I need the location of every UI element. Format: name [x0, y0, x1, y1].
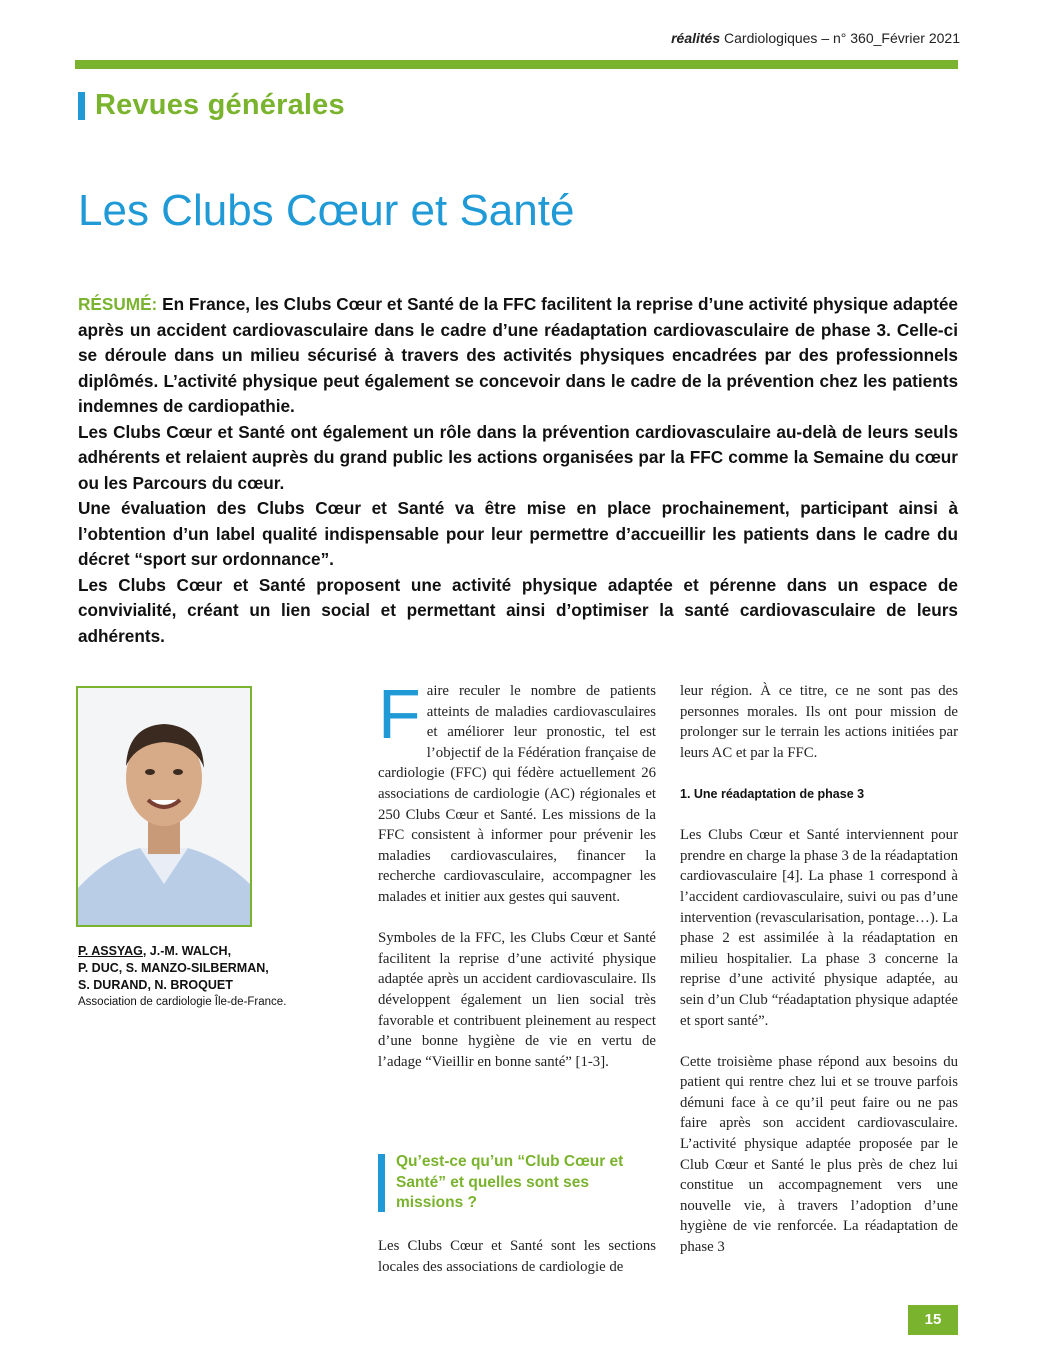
drop-cap: F [378, 675, 421, 753]
article-title: Les Clubs Cœur et Santé [78, 186, 575, 235]
body-paragraph: Cette troisième phase répond aux besoins du patient qui rentre chez lui et se trouve parfois démuni face à ce qu’il peut faire ou ne pas faire après son accident cardiovasculaire. L’activité physique adaptée proposée par le Club Cœur et Santé le plus près de chez lui constitue un accompagnement vers une nouvelle vie, à travers l’adoption d’une hygiène de vie renforcée. La réadaptation de phase 3 [680, 1053, 958, 1256]
body-column-2 [378, 675, 656, 1072]
abstract-paragraph: Une évaluation des Clubs Cœur et Santé va être mise en place prochainement, participant ainsi à l’obtention d’un label qualité indispensable pour leur permettre d’accueillir les patients dans le cadre du décret “sport sur ordonnance”. [78, 498, 958, 569]
journal-brand: réalités [671, 30, 721, 46]
subheading-text: Qu’est-ce qu’un “Club Cœur et Santé” et quelles sont ses missions ? [396, 1153, 624, 1211]
abstract-paragraph: Les Clubs Cœur et Santé ont également un rôle dans la prévention cardiovasculaire au-delà de leurs seuls adhérents et relaient auprès du grand public les actions organisées par la FFC comme la Semaine du cœur ou les Parcours du cœur. [78, 421, 958, 493]
body-paragraph: Les Clubs Cœur et Santé sont les sections locales des associations de cardiologie de [378, 1238, 656, 1275]
running-header [620, 30, 960, 46]
author-photo [76, 686, 252, 927]
body-column-3 [680, 681, 958, 1258]
abstract-text: En France, les Clubs Cœur et Santé de la FFC facilitent la reprise d’une activité physique adaptée après un accident cardiovasculaire dans le cadre d’une réadaptation cardiovasculaire de phase 3. Celle-ci se déroule dans un milieu sécurisé à travers des activités physiques encadrées par des professionnels diplômés. L’activité physique peut également se concevoir dans le cadre de la prévention chez les patients indemnes de cardiopathie. [78, 294, 958, 416]
author-line: S. DURAND, N. BROQUET [78, 978, 233, 992]
body-paragraph: leur région. À ce titre, ce ne sont pas des personnes morales. Ils ont pour mission de prolonger sur le terrain les actions initiées par leurs AC et par la FFC. [680, 683, 958, 761]
issue-info: Cardiologiques – n° 360_Février 2021 [720, 30, 960, 46]
author-affiliation: Association de cardiologie Île-de-France. [78, 996, 287, 1008]
authors-rest: , J.-M. WALCH, [142, 944, 232, 958]
subheading [378, 1152, 656, 1214]
body-column-2-continued [378, 1236, 656, 1277]
authors-block [78, 943, 318, 1011]
header-rule [75, 60, 958, 69]
abstract-paragraph: Les Clubs Cœur et Santé proposent une activité physique adaptée et pérenne dans un espace de convivialité, créant un lien social et permettant ainsi d’optimiser la santé cardiovasculaire de leurs adhérents. [78, 574, 958, 646]
section-marker [78, 92, 85, 120]
body-text: aire reculer le nombre de patients atteints de maladies cardiovasculaires et améliorer leur pronostic, tel est l’objectif de la Fédération française de cardiologie (FFC) qui fédère actuellement 26 associations de cardiologie (AC) régionales et 250 Clubs Cœur et Santé. Les missions de la FFC consistent à informer pour prévenir les maladies cardiovasculaires, financer la recherche cardiovasculaire, accompagner les malades et initier aux gestes qui sauvent. [378, 683, 656, 905]
body-paragraph: Les Clubs Cœur et Santé interviennent pour prendre en charge la phase 3 de la réadaptation cardiovasculaire [4]. La phase 1 correspond à l’accident cardiovasculaire, suivi ou pas d’une intervention (revascularisation, pontage…). La phase 2 est assimilée à la réadaptation en milieu hospitalier. La phase 3 concerne la reprise d’une activité physique adaptée, au sein d’un Club “réadaptation physique adaptée et sport santé”. [680, 827, 958, 1029]
abstract-paragraph [78, 292, 958, 420]
page-number: 15 [908, 1305, 958, 1335]
phase-heading: 1. Une réadaptation de phase 3 [680, 786, 865, 801]
author-line: P. DUC, S. MANZO-SILBERMAN, [78, 961, 269, 975]
subheading-bar [378, 1154, 385, 1212]
body-paragraph [378, 675, 656, 908]
lead-author: P. ASSYAG [78, 944, 143, 958]
abstract-label: RÉSUMÉ: [78, 294, 158, 314]
author-line [78, 943, 318, 960]
section-title: Revues générales [95, 89, 345, 121]
abstract [78, 292, 958, 649]
body-paragraph: Symboles de la FFC, les Clubs Cœur et Santé facilitent la reprise d’une activité physique adaptée après un accident cardiovasculaire. Ils développent également un lien social très favorable et contribuent pleinement au respect d’une bonne hygiène de vie en vertu de l’adage “Vieillir en bonne santé” [1-3]. [378, 930, 656, 1070]
